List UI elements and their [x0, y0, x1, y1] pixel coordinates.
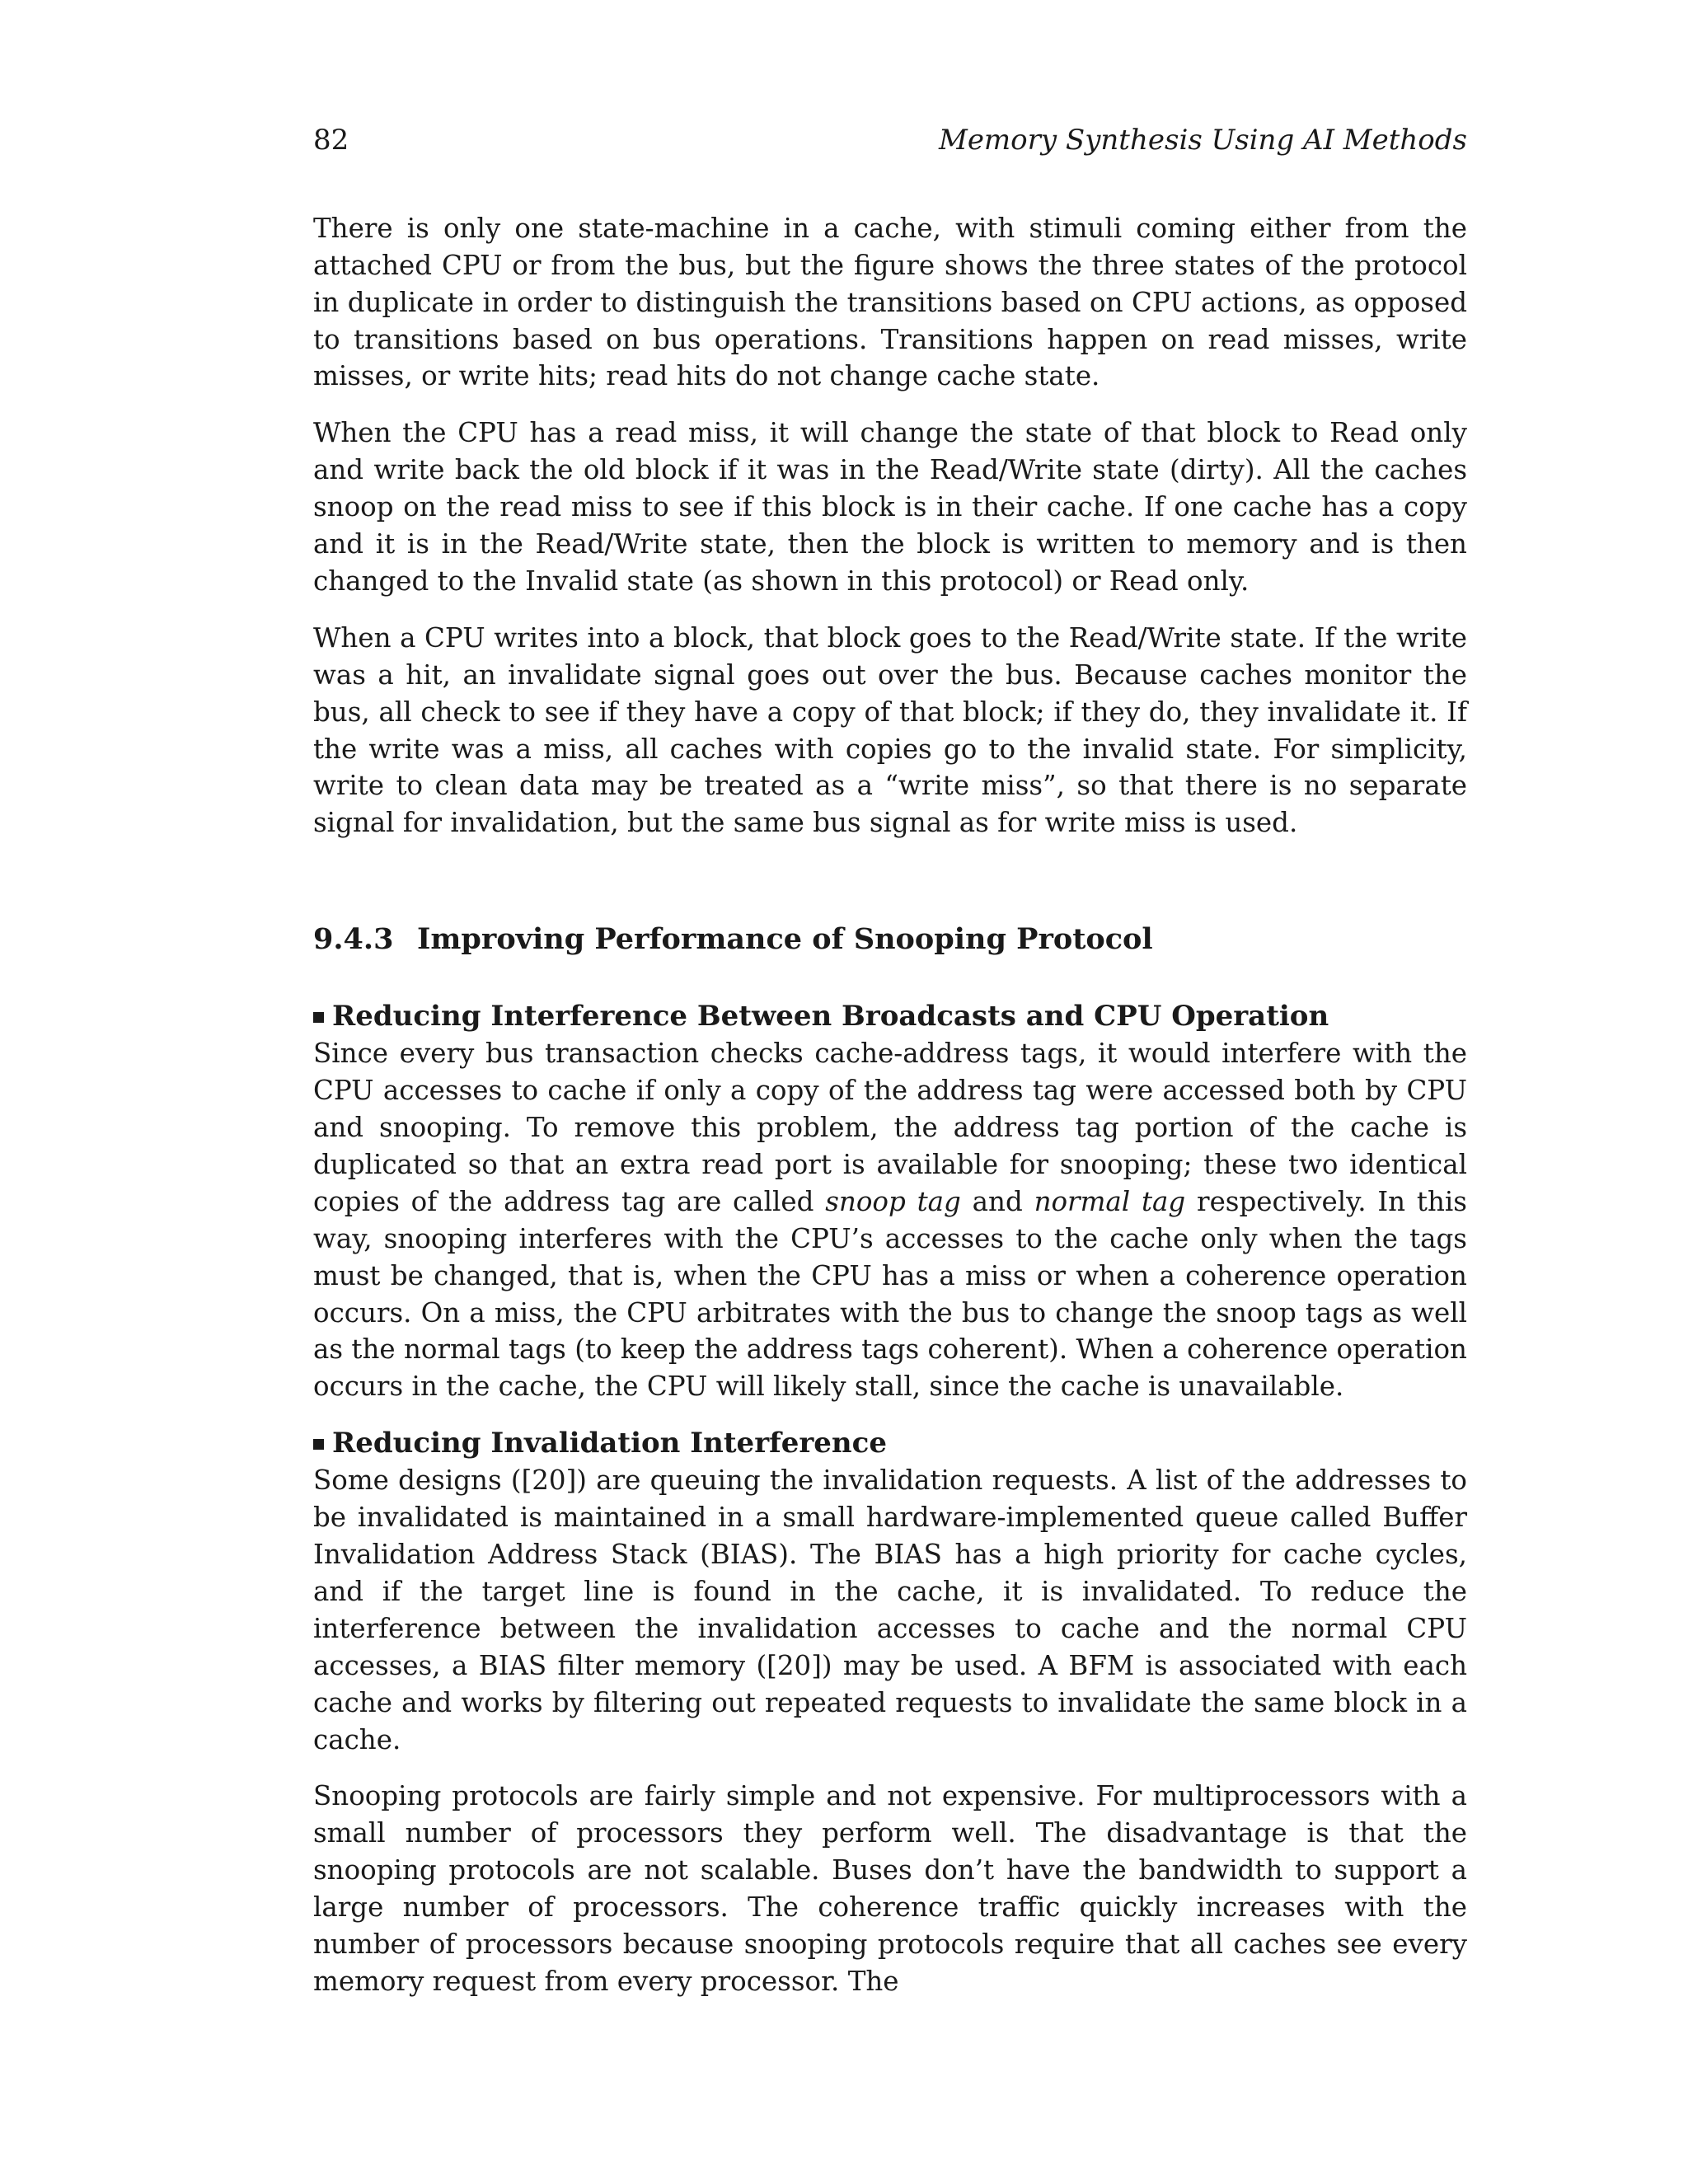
term-snoop-tag: snoop tag [825, 1185, 961, 1217]
section-number: 9.4.3 [313, 922, 394, 957]
paragraph-read-miss: When the CPU has a read miss, it will change the state of that block to Read only and write back the old block if it was in the Read/Write state (dirty). All the caches snoop on the read miss to see if this block is in their cache. If one cache has a copy and it is in the Read/Write state, then the block is written to memory and is then changed to the Invalid state (as shown in this protocol) or Read only. [313, 417, 1467, 597]
paragraph-invalidation: Some designs ([20]) are queuing the invalidation requests. A list of the addresses to be invalidated is maintained in a small hardware-implemented queue called Buffer Invalidation Address Stack (BIAS). The BIAS has a high priority for cache cycles, and if the target line is found in the cache, it is invalidated. To reduce the interference between the invalidation accesses to cache and the normal CPU accesses, a BIAS filter memory ([20]) may be used. A BFM is associated with each cache and works by filtering out repeated requests to invalidate the same block in a cache. [313, 1465, 1467, 1755]
paragraph-broadcasts [313, 1035, 1467, 1405]
bullet-heading-invalidation [313, 1425, 1467, 1462]
page-content [313, 124, 1467, 2020]
square-bullet-icon [313, 1012, 324, 1023]
paragraph-closing: Snooping protocols are fairly simple and not expensive. For multiprocessors with a small number of processors they perform well. The disadvantage is that the snooping protocols are not scalable. Buses don’t have the bandwidth to support a large number of processors. The coherence traffic quickly increases with the number of processors because snooping protocols require that all caches see every memory request from every processor. The [313, 1780, 1467, 1997]
text-segment: respectively. In this way, snooping interferes with the CPU’s accesses to the cache only when the tags must be changed, that is, when the CPU has a miss or when a coherence operation occurs. On a miss, the CPU arbitrates with the bus to change the snoop tags as well as the normal tags (to keep the address tags coherent). When a coherence operation occurs in the cache, the CPU will likely stall, since the cache is unavailable. [313, 1185, 1467, 1403]
term-normal-tag: normal tag [1034, 1185, 1186, 1217]
running-header [313, 124, 1467, 157]
section-title: Improving Performance of Snooping Protocol [417, 922, 1153, 957]
running-title: Memory Synthesis Using AI Methods [939, 124, 1467, 157]
bullet-title: Reducing Interference Between Broadcasts and CPU Operation [332, 1000, 1329, 1033]
section-heading [313, 922, 1467, 957]
paragraph-write: When a CPU writes into a block, that block goes to the Read/Write state. If the write was a hit, an invalidate signal goes out over the bus. Because caches monitor the bus, all check to see if they have a copy of that block; if they do, they invalidate it. If the write was a miss, all caches with copies go to the invalid state. For simplicity, write to clean data may be treated as a “write miss”, so that there is no separate signal for invalidation, but the same bus signal as for write miss is used. [313, 621, 1467, 839]
square-bullet-icon [313, 1439, 324, 1450]
text-segment: and [960, 1185, 1034, 1217]
bullet-title: Reducing Invalidation Interference [332, 1427, 887, 1460]
bullet-heading-broadcasts [313, 998, 1467, 1035]
text-segment: Since every bus transaction checks cache-address tags, it would interfere with the CPU accesses to cache if only a copy of the address tag were accessed both by CPU and snooping. To remove this problem, the address tag portion of the cache is duplicated so that an extra read port is available for snooping; these two identical copies of the address tag are called [313, 1038, 1467, 1217]
paragraph-state-machine: There is only one state-machine in a cache, with stimuli coming either from the attached CPU or from the bus, but the figure shows the three states of the protocol in duplicate in order to distinguish the transitions based on CPU actions, as opposed to transitions based on bus operations. Transitions happen on read misses, write misses, or write hits; read hits do not change cache state. [313, 212, 1467, 392]
page-number: 82 [313, 124, 349, 157]
